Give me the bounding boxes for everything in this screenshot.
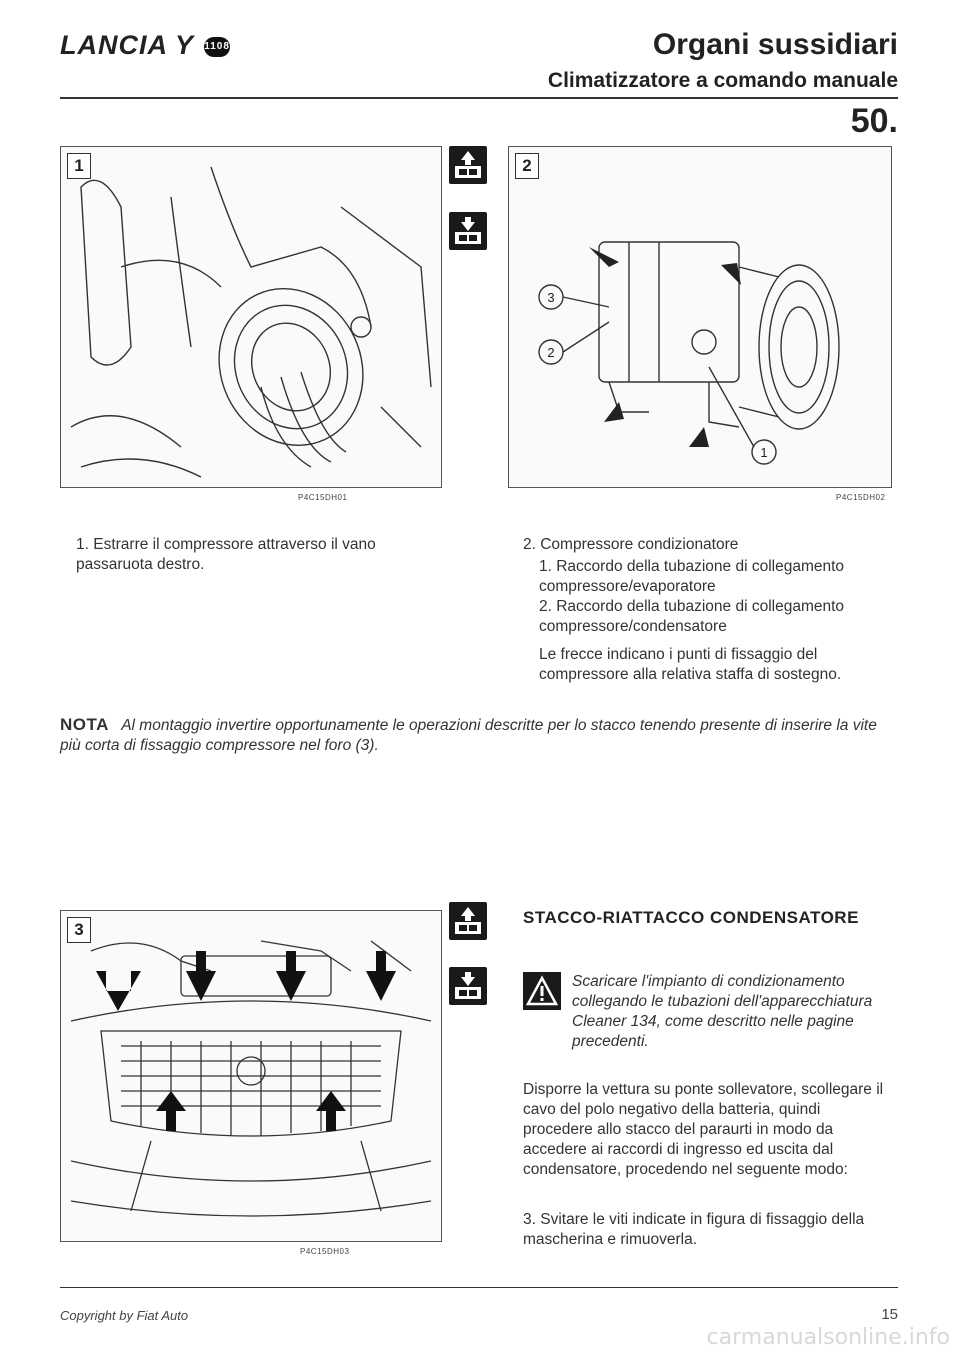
caption-2-item-2: 2. Raccordo della tubazione di collegamento compressore/condensatore bbox=[539, 598, 845, 635]
footer-copyright: Copyright by Fiat Auto bbox=[60, 1308, 189, 1323]
figure-1-number: 1 bbox=[67, 153, 91, 179]
figure-3-number: 3 bbox=[67, 917, 91, 943]
nota-text: Al montaggio invertire opportunamente le operazioni descritte per lo stacco tenendo presente di inserire la vite più corta di fissaggio compressore nel foro (3). bbox=[60, 717, 877, 754]
caption-1: 1. Estrarre il compressore attraverso il vano passaruota destro. bbox=[76, 536, 376, 573]
caption-2-note: Le frecce indicano i punti di fissaggio del compressore alla relativa staffa di sostegno. bbox=[539, 646, 842, 683]
warning-icon bbox=[523, 972, 561, 1010]
header-rule bbox=[60, 97, 898, 99]
figure-1-code: P4C15DH01 bbox=[298, 493, 348, 502]
refit-operation-icon bbox=[449, 967, 487, 1005]
figure-3 bbox=[60, 910, 442, 1242]
section-number: 50. bbox=[850, 102, 898, 140]
figure-2-number: 2 bbox=[515, 153, 539, 179]
footer-rule bbox=[60, 1287, 898, 1288]
figure-2-illustration bbox=[509, 147, 891, 487]
step-3: 3. Svitare le viti indicate in figura di fissaggio della mascherina e rimuoverla. bbox=[523, 1211, 865, 1248]
brand-badge: 1108 bbox=[204, 37, 230, 57]
caption-2 bbox=[523, 535, 893, 685]
page-subtitle: Climatizzatore a comando manuale bbox=[547, 69, 898, 92]
watermark: carmanualsonline.info bbox=[706, 1325, 950, 1350]
figure-1-illustration bbox=[61, 147, 441, 487]
remove-operation-icon bbox=[449, 902, 487, 940]
figure-1 bbox=[60, 146, 442, 488]
figure-3-illustration bbox=[61, 911, 441, 1241]
nota-label: NOTA bbox=[60, 715, 109, 734]
caption-2-item-1: 1. Raccordo della tubazione di collegamento compressore/evaporatore bbox=[539, 558, 845, 595]
page-title: Organi sussidiari bbox=[652, 28, 898, 61]
figure-3-code: P4C15DH03 bbox=[300, 1247, 350, 1256]
figure-2-code: P4C15DH02 bbox=[836, 493, 886, 502]
warning-text: Scaricare l'impianto di condizionamento collegando le tubazioni dell'apparecchiatura Cleaner 134, come descritto nelle pagine precedenti. bbox=[572, 973, 873, 1050]
footer-page-number: 15 bbox=[881, 1306, 898, 1323]
brand-name: LANCIA Y bbox=[60, 30, 194, 60]
callout-3: 3 bbox=[547, 290, 555, 305]
brand-logo bbox=[60, 30, 230, 61]
remove-operation-icon bbox=[449, 146, 487, 184]
callout-2: 2 bbox=[547, 345, 555, 360]
refit-operation-icon bbox=[449, 212, 487, 250]
nota-block bbox=[60, 715, 898, 756]
caption-2-list bbox=[523, 557, 893, 637]
section-paragraph: Disporre la vettura su ponte sollevatore, scollegare il cavo del polo negativo della batteria, quindi procedere allo stacco del paraurti in modo da accedere ai raccordi di ingresso ed uscita dal condensatore, procedendo nel seguente modo: bbox=[523, 1081, 884, 1178]
caption-2-title: 2. Compressore condizionatore bbox=[523, 536, 739, 553]
section-title: STACCO-RIATTACCO CONDENSATORE bbox=[523, 908, 859, 927]
figure-2 bbox=[508, 146, 892, 488]
callout-1: 1 bbox=[760, 445, 768, 460]
